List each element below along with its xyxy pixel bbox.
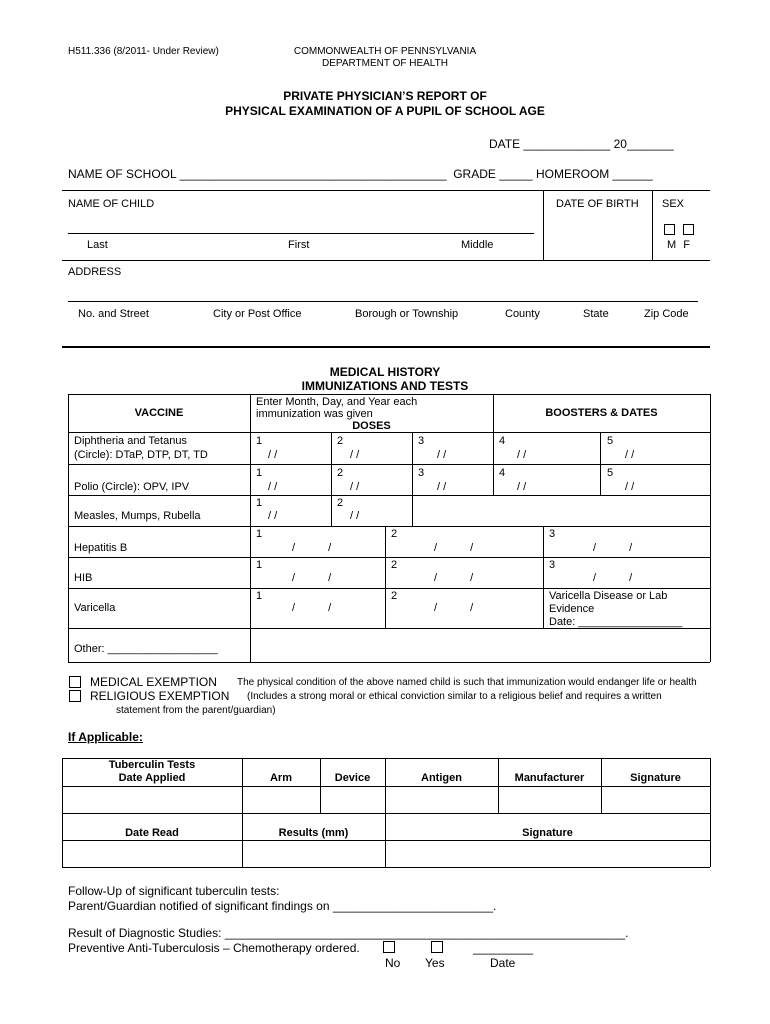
form-title-line-2: PHYSICAL EXAMINATION OF A PUPIL OF SCHOOL AGE	[225, 104, 545, 118]
dose-date-slashes[interactable]: / /	[625, 449, 635, 461]
dose-number: 1	[256, 435, 263, 447]
religious-exemption-checkbox[interactable]	[69, 690, 81, 702]
address-blank[interactable]	[68, 301, 698, 302]
varicella-note-1: Varicella Disease or Lab	[549, 590, 668, 602]
dose-date-slashes[interactable]: / /	[434, 572, 474, 584]
dose-number: 3	[418, 467, 425, 479]
school-name-label: NAME OF SCHOOL	[68, 167, 177, 181]
dose-number: 1	[256, 467, 263, 479]
enter-date-header-1: Enter Month, Day, and Year each	[256, 396, 418, 408]
rule-sex-divider	[652, 190, 653, 260]
grid-line	[68, 394, 69, 662]
chemotherapy-line: Preventive Anti-Tuberculosis – Chemotherapy ordered.	[68, 941, 360, 955]
sex-options: M F	[667, 239, 692, 251]
school-line[interactable]	[68, 167, 653, 181]
varicella-label: Varicella	[74, 602, 116, 614]
immunizations-title: IMMUNIZATIONS AND TESTS	[301, 379, 469, 393]
dose-number: 2	[391, 590, 398, 602]
medical-exemption-label: MEDICAL EXEMPTION	[90, 675, 217, 689]
dose-number: 1	[256, 497, 263, 509]
homeroom-blank: ______	[612, 167, 653, 181]
dose-date-slashes[interactable]: / /	[517, 449, 527, 461]
grid-line	[600, 432, 601, 495]
address-street-caption: No. and Street	[78, 308, 149, 320]
dose-number: 4	[499, 467, 506, 479]
address-county-caption: County	[505, 308, 540, 320]
hepb-label: Hepatitis B	[74, 542, 128, 554]
grid-line	[710, 758, 711, 867]
sex-m-checkbox[interactable]	[664, 224, 675, 235]
sex-f-checkbox[interactable]	[683, 224, 694, 235]
religious-exemption-text-2: statement from the parent/guardian)	[116, 705, 276, 716]
date-blank: _____________	[523, 137, 611, 151]
address-zip-caption: Zip Code	[644, 308, 689, 320]
signature-read-header: Signature	[522, 827, 573, 839]
chemotherapy-date-blank[interactable]: _________	[473, 941, 534, 955]
grid-line	[68, 662, 710, 663]
year-prefix: 20	[613, 137, 627, 151]
school-name-blank: ________________________________________	[179, 167, 447, 181]
grid-line	[543, 526, 544, 628]
agency-line-1: COMMONWEALTH OF PENNSYLVANIA	[293, 46, 477, 57]
grade-blank: _____	[499, 167, 533, 181]
dose-number: 5	[607, 467, 614, 479]
grid-line	[62, 840, 710, 841]
dose-date-slashes[interactable]: / /	[437, 449, 447, 461]
vaccine-header: VACCINE	[134, 407, 184, 419]
rule-dob-divider	[543, 190, 544, 260]
address-label: ADDRESS	[68, 266, 122, 278]
yes-caption: Yes	[425, 956, 445, 970]
chemotherapy-yes-checkbox[interactable]	[431, 941, 443, 953]
address-borough-caption: Borough or Township	[355, 308, 459, 320]
grade-label: GRADE	[453, 167, 496, 181]
dose-number: 2	[391, 559, 398, 571]
dose-date-slashes[interactable]: / /	[350, 510, 360, 522]
dose-date-slashes[interactable]: / /	[350, 449, 360, 461]
dose-date-slashes[interactable]: / /	[268, 510, 278, 522]
child-name-blank[interactable]	[68, 233, 534, 234]
date-caption: Date	[490, 956, 516, 970]
grid-line	[68, 495, 710, 496]
arm-header: Arm	[269, 772, 292, 784]
address-city-caption: City or Post Office	[213, 308, 302, 320]
address-state-caption: State	[583, 308, 609, 320]
device-header: Device	[334, 772, 371, 784]
agency-line-2: DEPARTMENT OF HEALTH	[322, 58, 448, 69]
doses-header: DOSES	[352, 420, 391, 432]
dose-date-slashes[interactable]: / /	[593, 572, 633, 584]
dose-number: 4	[499, 435, 506, 447]
dose-number: 1	[256, 528, 263, 540]
form-code: H511.336 (8/2011- Under Review)	[68, 46, 219, 57]
last-name-caption: Last	[87, 239, 108, 251]
middle-name-caption: Middle	[461, 239, 494, 251]
dose-date-slashes[interactable]: / /	[437, 481, 447, 493]
grid-line	[385, 526, 386, 628]
rule-top-child	[62, 190, 710, 191]
grid-line	[710, 394, 711, 662]
results-header: Results (mm)	[278, 827, 349, 839]
dose-number: 1	[256, 559, 263, 571]
date-read-header: Date Read	[125, 827, 179, 839]
date-field[interactable]	[489, 137, 674, 151]
followup-heading: Follow-Up of significant tuberculin tests:	[68, 884, 280, 898]
varicella-note-2: Evidence	[549, 603, 595, 615]
grid-line	[68, 394, 710, 395]
tuberculin-header-1: Tuberculin Tests	[108, 759, 196, 771]
grid-line	[493, 432, 494, 495]
rule-section-divider	[62, 346, 710, 348]
mmr-label: Measles, Mumps, Rubella	[74, 510, 201, 522]
manufacturer-header: Manufacturer	[514, 772, 585, 784]
medical-exemption-checkbox[interactable]	[69, 676, 81, 688]
grid-line	[320, 758, 321, 813]
hib-label: HIB	[74, 572, 93, 584]
chemotherapy-no-checkbox[interactable]	[383, 941, 395, 953]
medical-history-title: MEDICAL HISTORY	[329, 365, 441, 379]
dose-number: 2	[337, 467, 344, 479]
first-name-caption: First	[288, 239, 310, 251]
religious-exemption-text: (Includes a strong moral or ethical conviction similar to a religious belief and requires a written	[247, 691, 662, 702]
grid-line	[412, 495, 413, 526]
form-title-line-1: PRIVATE PHYSICIAN’S REPORT OF	[283, 89, 487, 103]
grid-line	[250, 394, 251, 662]
grid-line	[62, 867, 710, 868]
dose-date-slashes[interactable]: / /	[434, 602, 474, 614]
dose-number: 3	[549, 559, 556, 571]
sex-label: SEX	[662, 198, 685, 210]
grid-line	[331, 432, 332, 526]
dose-number: 2	[391, 528, 398, 540]
medical-exemption-text: The physical condition of the above named child is such that immunization would endanger life or health	[237, 677, 697, 688]
dose-number: 2	[337, 435, 344, 447]
dose-date-slashes[interactable]: / /	[292, 572, 332, 584]
dose-number: 5	[607, 435, 614, 447]
dob-label: DATE OF BIRTH	[556, 198, 639, 210]
signature-header: Signature	[630, 772, 681, 784]
dtap-label-2: (Circle): DTaP, DTP, DT, TD	[74, 449, 208, 461]
child-name-label: NAME OF CHILD	[68, 198, 155, 210]
diagnostic-results-line[interactable]: Result of Diagnostic Studies: ____________________________________________________________.	[68, 926, 629, 940]
grid-line	[62, 813, 710, 814]
grid-line	[601, 758, 602, 813]
dose-number: 2	[337, 497, 344, 509]
grid-line	[498, 758, 499, 813]
year-blank: _______	[626, 137, 674, 151]
dose-date-slashes[interactable]: / /	[268, 449, 278, 461]
dose-number: 3	[549, 528, 556, 540]
grid-line	[62, 786, 710, 787]
rule-bottom-child	[62, 260, 710, 261]
grid-line	[68, 588, 710, 589]
no-caption: No	[385, 956, 401, 970]
tuberculin-header-2: Date Applied	[118, 772, 186, 784]
dose-date-slashes[interactable]: / /	[434, 542, 474, 554]
dtap-label-1: Diphtheria and Tetanus	[74, 435, 187, 447]
dose-number: 3	[418, 435, 425, 447]
grid-line	[68, 464, 710, 465]
dose-number: 1	[256, 590, 263, 602]
antigen-header: Antigen	[421, 772, 462, 784]
dose-date-slashes[interactable]: / /	[292, 542, 332, 554]
dose-date-slashes[interactable]: / /	[593, 542, 633, 554]
dose-date-slashes[interactable]: / /	[517, 481, 527, 493]
if-applicable-heading: If Applicable:	[68, 730, 143, 744]
enter-date-header-2: immunization was given	[256, 408, 373, 420]
dose-date-slashes[interactable]: / /	[268, 481, 278, 493]
religious-exemption-label: RELIGIOUS EXEMPTION	[90, 689, 230, 703]
grid-line	[68, 526, 710, 527]
dose-date-slashes[interactable]: / /	[292, 602, 332, 614]
grid-line	[68, 557, 710, 558]
date-label: DATE	[489, 137, 521, 151]
parent-notified-line[interactable]: Parent/Guardian notified of significant findings on ________________________.	[68, 899, 497, 913]
homeroom-label: HOMEROOM	[535, 167, 610, 181]
grid-line	[412, 432, 413, 495]
other-label[interactable]: Other: __________________	[74, 643, 218, 655]
polio-label: Polio (Circle): OPV, IPV	[74, 481, 190, 493]
varicella-date[interactable]: Date: _________________	[549, 616, 683, 628]
boosters-header: BOOSTERS & DATES	[545, 407, 658, 419]
dose-date-slashes[interactable]: / /	[350, 481, 360, 493]
dose-date-slashes[interactable]: / /	[625, 481, 635, 493]
